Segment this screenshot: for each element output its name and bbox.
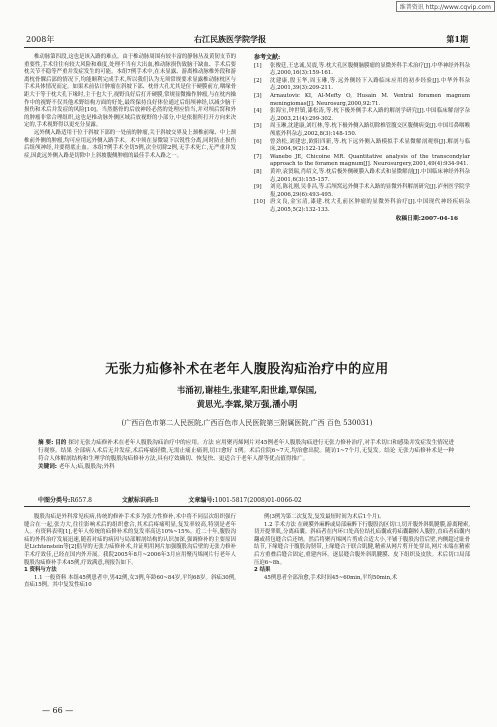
article-title: 无张力疝修补术在老年人腹股沟疝治疗中的应用 <box>105 362 389 377</box>
reference-number: [2] <box>254 77 262 84</box>
reference-text: 曾劲松,刘建忠,欧阳四新,等.枕下远外侧入路模拟手术显微解剖观察[J].解剖与临床,2004,9(2):122-124. <box>270 138 470 153</box>
reference-number: [5] <box>254 123 262 130</box>
page-number: — 66 — <box>42 706 74 715</box>
header-issue: 第1期 <box>446 34 468 44</box>
abstract-label: 摘 要: <box>38 440 54 446</box>
classification-line <box>38 496 454 505</box>
reference-item <box>254 93 470 108</box>
authors-line: 韦涌初,谢桂生,张建军,阳世雄,覃保国, <box>176 385 318 395</box>
general-data-paragraph: 1.1 一般资料 本组45例患者中,男42例,女3例,年龄60~84岁,平均68岁。斜疝30例,直疝15例。其中复发性疝10 <box>24 574 236 589</box>
discussion-paragraph: 椎动脉第四段,这也是该入路的难点。由于椎动脉周围有较丰富的静脉丛及黄韧支节的重要性,手术往往有较大风险和难度,处理不当有大出血,椎动脉损伤致脑干缺血、手术后要枕关节不稳等严重并发症发生的可能。本组7例手术中,在未显露、游离椎动脉椎外段和游离枕骨髁后部的情况下,均能顺利完成手术,所以我们认为无须常规要求显露椎动脉枕区与手术具体情况而定。如果术前估计肿瘤在斜坡下部、枕骨大孔尤其是位于硬膜前方,咽缘骨距大于等于枕大孔下缘时,主干也大于,视野良好后打开硬膜,常规显微操作肿瘤,与在枕内操作中的视野不仅其他术野结构方面的好处,最终保持良好体位通过后组颅神经,以减少脑干损伤和术后并发症的风险[10]。当然髂骨的后放神经必然的处理应恰当,并对颅后窝和外的肿瘤非常合理组织,这也是椎动脉外侧区域后放视野的小部分,中是依据所打开方向来决定的,手术视野得以更充分显露。 <box>24 54 236 129</box>
reference-text: 刘亮,陈礼刚,吴非昌,等.后颅窝远外侧手术入路的显微外科解剖研究[J].泸州医学院学报,2006,29(6):493-495. <box>270 184 470 198</box>
article-authors <box>24 383 470 411</box>
header-year: 2008年 <box>26 35 55 44</box>
reference-item <box>254 169 470 184</box>
reference-number: [4] <box>254 108 262 115</box>
reference-number: [1] <box>254 62 262 69</box>
reference-text: 黄冲,袁贤瑞,肖绍文,等.枕后极外侧硬膜入路术式和显微解剖[J].中国临床神经外科杂志,2001,6(3):155-157. <box>270 168 470 183</box>
reference-text: 唐文良,金宝清,漆建.枕大孔前区肿瘤的显微外科治疗[J].中国现代神经疾病杂志,2005,5(2):132-133. <box>270 199 470 213</box>
references-list <box>254 63 470 215</box>
reference-number: [7] <box>254 153 262 160</box>
reference-item <box>254 78 470 93</box>
header-rule <box>24 47 470 48</box>
surgery-method-paragraph: 1.2 手术方法 在硬膜外麻醉或局部麻醉下行腹股沟区切口,切开腹外斜肌腱膜,游离精索,切开提睾肌,分离疝囊。斜疝者在内环口处高位结扎疝囊或将疝囊翻转入腹腔,直疝者疝囊内翻或荷包缝合后还纳。然后将聚丙烯网片剪成合适大小,平铺于腹股沟管后壁,内侧超过耻骨结节,下缘缝合于腹股沟韧带,上缘缝合于联合肌腱,精索从网片剪开处穿出,网片末端在精索后方重叠后缝合固定,重建内环。逐层缝合腹外斜肌腱膜、皮下组织及皮肤。术后切口局部压迫6~8h。 <box>254 521 470 566</box>
article-number: 文章编号:1001-5817(2008)01-0066-02 <box>188 497 302 504</box>
source-watermark: 维普资讯 http://www.cqvip.com <box>396 1 495 12</box>
body-paragraph: 例(3例为第二次复发,复发最短时间为术后1个月)。 <box>264 514 385 520</box>
clc-number: 中图分类号:R657.8 <box>38 497 92 504</box>
section-rule <box>24 506 470 507</box>
reference-number: [9] <box>254 184 262 191</box>
results-paragraph: 45例患者全部治愈,手术时间45~60min,平均50min,术 <box>264 574 398 581</box>
abstract-goal-label: 目的 <box>55 440 67 446</box>
reference-text: 张俊廷,王忠诚,吴震,等.枕大孔区腹侧脑膜瘤的显微外科手术治疗[J].中华神经外科杂志,2000,16(3):159-161. <box>270 62 470 77</box>
intro-paragraph: 腹股沟疝是外科常见疾病,传统的修补手术多为张力性修补,术中将不同层次组织强行缝合在一起,张力大,往往影响术后的组织愈合,其术后疼痛明显,复发率较高,特别是老年人。有资料表明[1],老年人传统的疝修补术的复发率高达10%~15%。近二十年,腹股沟疝的外科治疗发展迅速,随着对疝的病因与局部解剖结构的认识加深,强调修补的主要原因是Lichtenstein等[2]倡导的无张力疝修补术,并证明用网片加强腹股沟后壁的无张力修补手术疗效佳,已经在国内外开展。我院2005年8月~2006年3月应用聚丙烯网片行老年人腹股沟疝修补手术45例,疗效满意,现报告如下。 <box>24 514 236 566</box>
section-heading-materials: 1 资料与方法 <box>24 567 57 574</box>
section-heading-results: 2 结果 <box>254 567 271 574</box>
reference-text: Arnautovic KI, Al-Mefty O, Husain M. Ventral foramen magnum meningiomas[J]. Neurosurg,2000,92:71. <box>270 92 470 107</box>
reference-item <box>254 139 470 154</box>
top-bar <box>0 0 497 12</box>
reference-item <box>254 184 470 199</box>
abstract-text: 探讨无张力疝修补术在老年人腹股沟疝治疗中的应用。方法 应用聚丙烯网片对45例老年人腹股沟疝进行无张力修补治疗,对手术切口和感染并发症发生情况进行观察。结果 全部病人术后无并发症,术后疼痛轻微,无需止痛止痛剂,切口愈好 1例。术后住院6~7天,均治愈出院。随访1~7个月,无复发。结论 无张力疝修补术是一种符合人体解剖结构和生理学的腹股沟疝修补方法,具有疗效确切、恢复快、更适合于老年人群等优点值得推广。 <box>38 440 454 462</box>
references-section <box>254 54 470 337</box>
reference-number: [8] <box>254 168 262 175</box>
reference-text: 周玉琳,沈建康,刘红林,等.枕下极外侧入路切除椎管腹交区腹侧病变[J].中国耳鼻咽喉颅底外科杂志,2002,8(3):148-150. <box>270 123 470 137</box>
reference-item <box>254 199 470 214</box>
references-heading: 参考文献: <box>254 54 281 61</box>
reference-text: Wanebo JE, Chicoine MR. Quantitative analysis of the transcondylar approach to the foramen magnum[J]. Neurosurgery,2001,49(4):934-941. <box>270 153 470 168</box>
reference-number: [10] <box>254 199 266 206</box>
reference-number: [3] <box>254 92 262 99</box>
reference-item <box>254 123 470 138</box>
keywords-label: 关键词: <box>38 464 58 470</box>
reference-text: 沈建康,殷玉华,周玉琳,等.远外侧经下入路临床应用的初步经验[J].中华外科杂志,2001,39(3):209-211. <box>270 77 470 92</box>
reference-item <box>254 63 470 78</box>
running-header <box>24 34 470 46</box>
author-affiliation: (广西百色市第二人民医院,广西百色市人民医院第三附属医院,广西 百色 530031) <box>121 419 373 427</box>
header-journal: 右江民族医学院学报 <box>194 34 266 44</box>
reference-item <box>254 154 470 169</box>
discussion-paragraph: 远外侧入路适用于位于斜坡下部的一处前的肿瘤,关于斜坡交界及上颈椎前缘、中上颈椎前外侧的肿瘤,均可应用远外侧入路手术。术中须在显微镜下以锐性分离,同时防止损伤后组颅神经,并要彻底止血。本组7例手术全切5例,次全切除2例,无手术死亡,无严重并发症,因此远外侧入路是切除中上斜坡腹侧肿瘤的最佳手术入路之一。 <box>24 129 236 159</box>
document-code: 文献标识码:B <box>121 497 159 504</box>
reference-number: [6] <box>254 138 262 145</box>
reference-text: 张海宝,钟世镇,漆松涛,等.枕下极外侧手术入路的解剖学研究[J].中国临床解剖学杂志,2003,21(4):299-302. <box>270 108 470 122</box>
received-date: 收稿日期:2007-04-16 <box>395 216 458 223</box>
article-body-left <box>24 514 236 704</box>
authors-line: 黄思光,李霖,梁万强,潘小明 <box>196 399 298 409</box>
keywords-text: 老年人;疝,腹股沟;外科 <box>58 464 115 470</box>
reference-item <box>254 108 470 123</box>
abstract-block <box>38 439 454 471</box>
previous-article-discussion <box>24 54 236 337</box>
article-body-right <box>254 514 470 704</box>
